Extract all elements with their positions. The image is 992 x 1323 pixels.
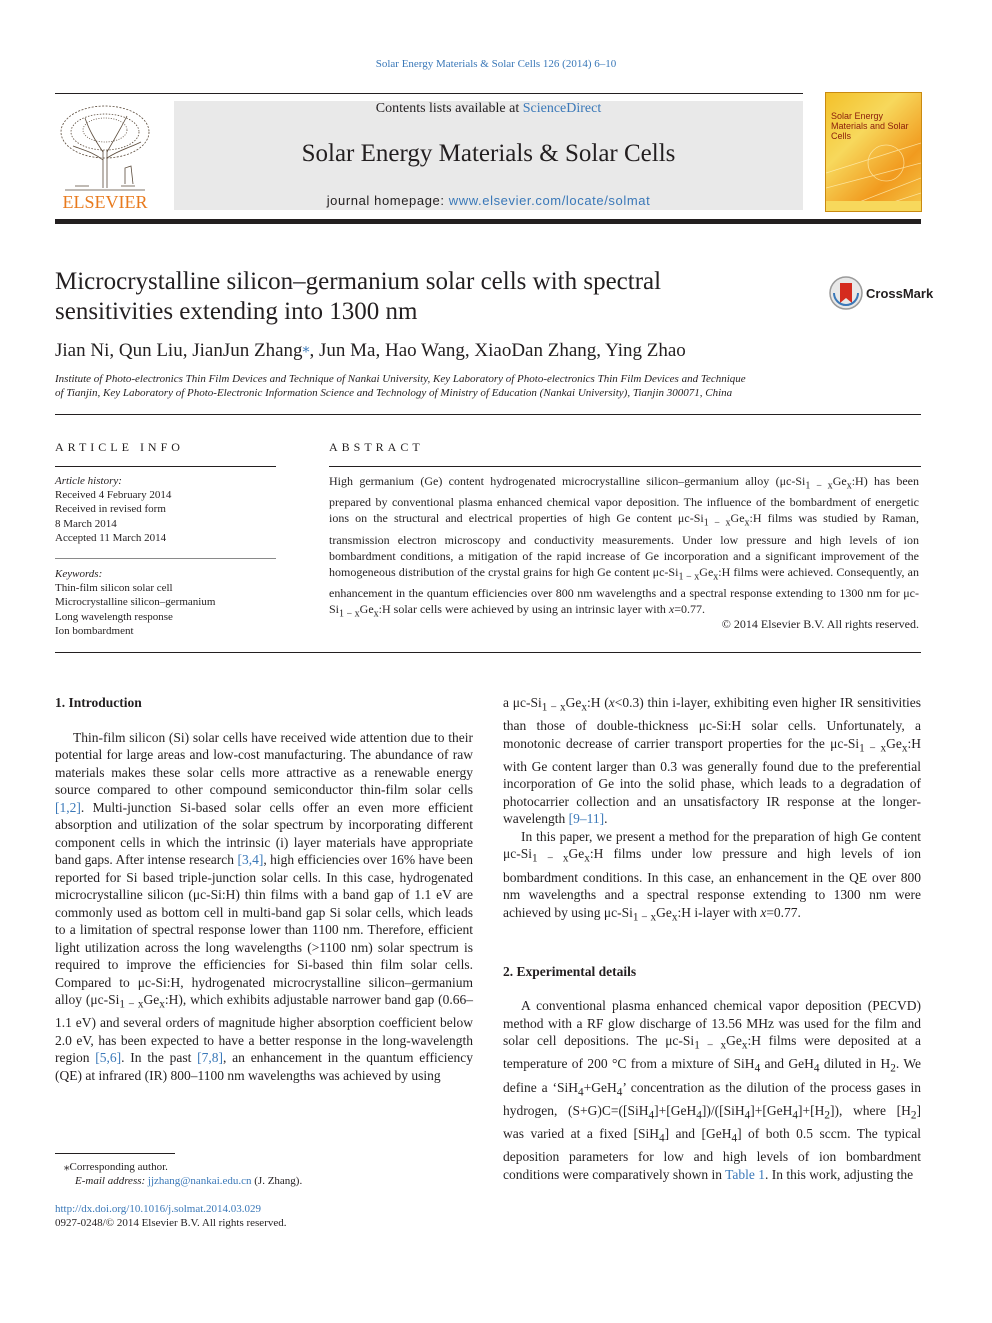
text-span: :H i-layer with xyxy=(677,904,761,920)
affiliation-line-1: Institute of Photo-electronics Thin Film Devices and Technique of Nankai University, Key Laboratory of Photo-electronics Thin Film Devices and Technique xyxy=(55,373,746,385)
experimental-paragraph-1 xyxy=(503,997,921,1183)
text-span: , high efficiencies over 16% have been reported for Si based triple-junction solar cells. In this case, hydrogenated microcrystalline silicon (μc-Si:H) thin films with a band gap of 1.1 eV are commonly used as bottom cell in multi-band gap Si solar cells, which leads to a limitation of spectral response lower than 1100 nm. Therefore, efficient light utilization across the long wavelengths (>1100 nm) solar spectrum is required to improve the efficiencies for Si-based thin film solar cells. Compared to μc-Si:H, hydrogenated microcrystalline silicon–germanium alloy (μc-Si xyxy=(55,852,473,1007)
journal-name: Solar Energy Materials & Solar Cells xyxy=(301,140,676,167)
footnote-text: (J. Zhang). xyxy=(251,1175,303,1187)
subscript: 4 xyxy=(578,1086,584,1099)
crossmark-label[interactable]: CrossMark xyxy=(866,286,934,301)
subscript: 4 xyxy=(754,1063,761,1076)
subscript: x xyxy=(584,853,590,866)
keyword-item: Ion bombardment xyxy=(55,624,134,637)
elsevier-wordmark: ELSEVIER xyxy=(62,192,148,212)
header-top-rule xyxy=(55,93,803,94)
text-span: ]), where [H xyxy=(829,1102,911,1118)
header-bottom-rule xyxy=(55,219,921,224)
text-span: Thin-film silicon (Si) solar cells have received wide attention due to their potential for large areas and low-cost manufacturing. The abundance of raw materials makes these solar cells more attractive as a renewable energy source compared to other compound semiconductor thin-film solar cells xyxy=(55,729,473,797)
homepage-label: journal homepage: xyxy=(326,193,449,208)
keyword-item: Long wavelength response xyxy=(55,610,173,623)
footnotes xyxy=(64,1160,464,1188)
subscript: x xyxy=(581,701,588,714)
keywords-label: Keywords: xyxy=(55,568,103,580)
doi-link[interactable]: http://dx.doi.org/10.1016/j.solmat.2014.03.029 xyxy=(55,1203,262,1215)
text-span: . xyxy=(604,811,608,827)
abstract-bottom-rule xyxy=(55,652,921,653)
subscript: 2 xyxy=(890,1063,896,1076)
subscript: x xyxy=(159,998,165,1011)
contents-availability xyxy=(174,101,803,117)
history-item: Received in revised form xyxy=(55,503,166,516)
abstract-span: :H) has been prepared by conventional plasma enhanced chemical vapor deposition. The influence of the bombardment of energetic ions on the structural and electrical properties of high Ge content μc-Si xyxy=(329,474,920,526)
history-item: 8 March 2014 xyxy=(55,517,117,530)
subscript: x xyxy=(744,517,750,529)
subscript: 4 xyxy=(731,1132,738,1145)
reference-link[interactable]: [5,6] xyxy=(95,1050,122,1066)
text-span: ] and [GeH xyxy=(664,1126,732,1141)
keyword-item: Thin-film silicon solar cell xyxy=(55,582,173,595)
reference-link[interactable]: [7,8] xyxy=(197,1050,224,1066)
subscript: 4 xyxy=(792,1109,798,1122)
affiliation-line-2: of Tianjin, Key Laboratory of Photo-Electronic Information Science and Technology of Ministry of Education (Nankai University), Tianjin 300071, China xyxy=(55,387,733,399)
affiliation xyxy=(55,372,855,400)
email-label: E-mail address: xyxy=(75,1175,148,1187)
corresponding-author-mark[interactable]: ⁎ xyxy=(302,341,310,356)
subscript: 1 − x xyxy=(859,742,887,755)
text-span: In this paper, we present a method for the preparation of high Ge content μc-Si xyxy=(503,828,921,862)
abstract-rule xyxy=(329,466,921,467)
corresponding-note xyxy=(64,1160,464,1174)
email-note xyxy=(75,1174,464,1188)
subscript: x xyxy=(671,911,678,924)
subscript: x xyxy=(846,480,852,492)
authors-rest: , Jun Ma, Hao Wang, XiaoDan Zhang, Ying Zhao xyxy=(309,340,686,361)
subscript: 1 − x xyxy=(541,701,566,714)
subscript: 1 − x xyxy=(703,517,731,529)
article-info-heading: ARTICLE INFO xyxy=(55,440,184,454)
subscript: 4 xyxy=(813,1063,820,1076)
table-reference-link[interactable]: Table 1 xyxy=(725,1166,765,1182)
subscript: 2 xyxy=(824,1109,830,1122)
reference-link[interactable]: [1,2] xyxy=(55,799,81,815)
text-span: Ge xyxy=(656,904,672,920)
intro-paragraph-1-continued xyxy=(503,694,921,828)
intro-paragraph-1 xyxy=(55,729,473,1085)
subscript: 4 xyxy=(658,1132,665,1145)
abstract-text xyxy=(329,473,919,623)
subscript: x xyxy=(713,571,719,583)
abstract-span: :H films was studied by Raman, transmission electron microscopy and conductivity measurements. Under low pressure and high levels of ion bombardment conditions, a mitigation of the rapid increase of Ge incorporation and a significant improvement of the homogeneous distribution of the crystal grains for high Ge content μc-Si xyxy=(329,511,920,579)
crossmark-icon xyxy=(828,275,864,311)
keyword-item: Microcrystalline silicon–germanium xyxy=(55,596,216,609)
footnote-mark: ⁎ xyxy=(64,1161,70,1173)
subscript: 2 xyxy=(910,1109,917,1122)
variable: x xyxy=(608,695,615,710)
text-span: Ge xyxy=(565,695,582,710)
subscript: 4 xyxy=(616,1086,623,1099)
history-keywords-rule xyxy=(55,558,276,559)
abstract-span: :H films were achieved. Consequently, an enhancement in the quantum efficiencies over 800 nm wavelengths and a spectral response extending to 1300 nm for μc-Si xyxy=(329,564,919,617)
title-block-rule xyxy=(55,414,921,415)
text-span: =0.77. xyxy=(766,904,801,920)
text-span: ] was varied at a fixed [SiH xyxy=(503,1102,922,1141)
reference-link[interactable]: [3,4] xyxy=(237,852,264,867)
footnote-rule xyxy=(55,1153,175,1154)
text-span: +GeH xyxy=(583,1079,617,1095)
text-span: Ge xyxy=(726,1033,742,1049)
intro-heading: 1. Introduction xyxy=(55,695,142,710)
journal-cover-image[interactable] xyxy=(825,92,922,212)
text-span: ’ concentration as the dilution of the process gases in hydrogen, (S+G)C=([SiH xyxy=(503,1079,921,1118)
reference-link[interactable]: [9–11] xyxy=(568,811,605,827)
subscript: x xyxy=(373,608,379,620)
text-span: :H films were deposited at a temperature of 200 °C from a mixture of SiH xyxy=(503,1033,921,1072)
abstract-heading: ABSTRACT xyxy=(329,440,424,454)
text-span: ])/([SiH xyxy=(701,1102,745,1118)
text-span: . We define a ‘SiH xyxy=(503,1056,921,1095)
subscript: 4 xyxy=(744,1109,751,1122)
subscript: x xyxy=(741,1039,748,1052)
doi-block xyxy=(55,1202,475,1230)
text-span: :H with Ge content larger than 0.3 was generally found due to the preferential incorporation of Ge into the solid phase, which leads to a degradation of photocarrier collection and an unsatisfactory IR response at the longer-wavelength xyxy=(503,735,921,827)
title-line-2: sensitivities extending into 1300 nm xyxy=(55,298,418,325)
subscript: 4 xyxy=(696,1109,702,1122)
subscript: 1 − x xyxy=(632,911,657,924)
abstract-span: Ge xyxy=(699,564,714,579)
text-span: :H ( xyxy=(587,695,609,710)
subscript: 1 − x xyxy=(119,998,144,1011)
text-span: diluted in H xyxy=(819,1056,891,1072)
journal-homepage xyxy=(174,193,803,208)
article-title xyxy=(55,267,775,327)
keywords xyxy=(55,567,276,638)
journal-citation[interactable]: Solar Energy Materials & Solar Cells 126 (2014) 6–10 xyxy=(375,58,617,70)
text-span: A conventional plasma enhanced chemical vapor deposition (PECVD) method with a RF glow discharge of 13.56 MHz was used for the film and solar cell depositions. The μc-Si xyxy=(503,998,921,1049)
abstract-variable: x xyxy=(668,602,675,617)
authors-first: Jian Ni, Qun Liu, JianJun Zhang xyxy=(55,340,303,361)
text-span: ]+[H xyxy=(797,1102,825,1118)
cover-title: Solar Energy Materials and Solar Cells xyxy=(831,111,909,141)
abstract-span: High germanium (Ge) content hydrogenated microcrystalline silicon–germanium alloy (μc-Si xyxy=(329,474,806,488)
text-span: . In the past xyxy=(121,1050,198,1066)
abstract-span: :H solar cells were achieved by using an intrinsic layer with xyxy=(378,602,669,617)
text-span: and GeH xyxy=(760,1056,814,1072)
text-span: . In this work, adjusting the xyxy=(765,1166,914,1182)
contents-prefix: Contents lists available at xyxy=(375,101,523,116)
email-link[interactable]: jjzhang@nankai.edu.cn xyxy=(147,1175,252,1187)
text-span: . Multi-junction Si-based solar cells offer an even more efficient absorption and utilization of the solar spectrum by incorporating different component cells in which the intrinsic (i) layer materials have appropriate band gaps. After intense research xyxy=(55,799,473,867)
title-line-1: Microcrystalline silicon–germanium solar cells with spectral xyxy=(55,268,662,295)
right-column xyxy=(503,694,921,1183)
text-span: ] of both 0.5 sccm. The typical deposition parameters for low and high levels of ion bombardment conditions were comparatively shown in xyxy=(503,1126,921,1182)
text-span: Ge xyxy=(143,992,160,1007)
subscript: 1 − x xyxy=(805,480,833,492)
article-info-rule xyxy=(55,466,276,467)
history-item: Received 4 February 2014 xyxy=(55,489,172,502)
subscript: 1 − x xyxy=(678,571,700,583)
elsevier-logo xyxy=(55,100,155,212)
text-span: a μc-Si xyxy=(503,695,542,710)
text-span: Ge xyxy=(886,735,902,751)
abstract-copyright: © 2014 Elsevier B.V. All rights reserved. xyxy=(721,617,919,631)
footnote-text: Corresponding author. xyxy=(69,1161,168,1173)
subscript: 4 xyxy=(648,1109,655,1122)
abstract-span: Ge xyxy=(832,474,847,488)
subscript: 1 − x xyxy=(694,1039,727,1052)
intro-paragraph-2 xyxy=(503,828,921,927)
issn-line: 0927-0248/© 2014 Elsevier B.V. All rights reserved. xyxy=(55,1217,287,1229)
subscript: 1 − x xyxy=(339,608,360,620)
abstract-span: =0.77. xyxy=(674,602,706,617)
history-label: Article history: xyxy=(55,475,122,487)
subscript: 1 − x xyxy=(531,853,569,866)
experimental-heading: 2. Experimental details xyxy=(503,963,637,979)
abstract-span: Ge xyxy=(359,602,374,617)
text-span: Ge xyxy=(568,846,585,862)
subscript: x xyxy=(901,742,908,755)
text-span: :H films under low pressure and high levels of ion bombardment conditions. In this case, an enhancement in the QE over 800 nm wavelengths and a spectral response extending to 1300 nm were achieved by using μc-Si xyxy=(503,846,921,920)
text-span: <0.3) thin i-layer, exhibiting even higher IR sensitivities than those of double-thickness μc-Si:H solar cells. Unfortunately, a monotonic decrease of carrier transport properties for the μc-Si xyxy=(503,695,921,751)
author-list xyxy=(55,340,686,362)
abstract-span: Ge xyxy=(730,511,745,526)
cover-pattern-icon xyxy=(826,93,921,211)
text-span: ]+[GeH xyxy=(654,1102,697,1118)
elsevier-tree-icon xyxy=(55,100,155,212)
variable: x xyxy=(760,904,767,920)
homepage-link[interactable]: www.elsevier.com/locate/solmat xyxy=(448,193,651,208)
left-column xyxy=(55,694,473,1084)
sciencedirect-link[interactable]: ScienceDirect xyxy=(522,101,602,116)
article-history xyxy=(55,474,276,545)
text-span: ]+[GeH xyxy=(750,1102,793,1118)
text-span: :H), which exhibits adjustable narrower band gap (0.66–1.1 eV) and several orders of magnitude higher absorption coefficient below 2.0 eV, has been expected to have a better response in the long-wavelength region xyxy=(55,992,473,1066)
history-item: Accepted 11 March 2014 xyxy=(55,531,167,544)
text-span: , an enhancement in the quantum efficiency (QE) at infrared (IR) 800–1100 nm wavelengths was achieved by using xyxy=(55,1050,473,1083)
